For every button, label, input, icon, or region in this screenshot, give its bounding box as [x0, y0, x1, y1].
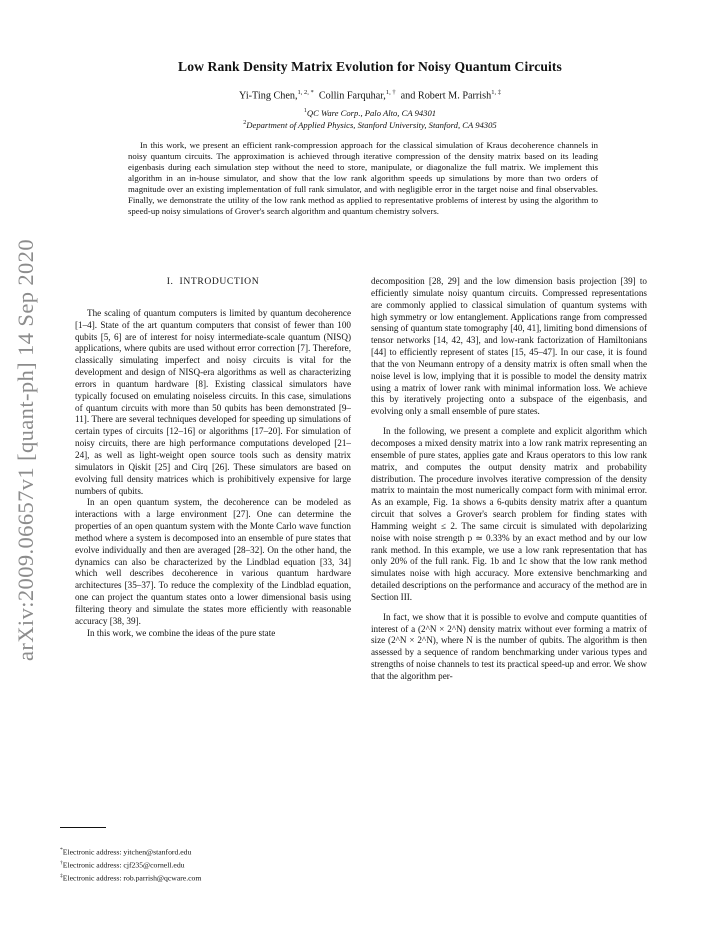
affiliation-text: QC Ware Corp., Palo Alto, CA 94301 [306, 108, 437, 118]
affiliation-mark: 1 [303, 108, 307, 115]
footnote-text: Electronic address: cjf235@cornell.edu [62, 860, 185, 870]
footnote-mark: † [60, 859, 63, 866]
body-paragraph: decomposition [28, 29] and the low dimension basis projection [39] to efficiently simulate noisy quantum circuits. Compressed representations are commonly applied to classical simulation of quantum systems with high symmetry or low entanglement. Applications range from compressed sensing of quantum state tomography [40, 41], limiting bond dimensions of tensor networks [14, 42, 43], and low-rank factorization of Hamiltonians [44] to efficiently represent of states [15, 45–47]. In our case, it is found that the von Neumann entropy of a density matrix is often small when the noise level is low, implying that it is possible to model the density matrix using a matrix of lower rank with minimal information loss. We achieve this by iteratively projecting onto a subspace of the eigenbasis, and evolving only a small ensemble of pure states. [371, 276, 647, 417]
body-paragraph: In an open quantum system, the decoherence can be modeled as interactions with a large environment [27]. One can determine the properties of an open quantum system with the Monte Carlo wave function method where a system is decomposed into an ensemble of pure states that evolve individually and then are averaged [28–32]. On the other hand, the dynamics can also be characterized by the Lindblad equation [33, 34] which well describes decoherence in various quantum hardware architectures [35–37]. To reduce the complexity of the Lindblad equation, one can project the quantum states onto a lower dimensional basis using filtering theory and simulate the states more efficiently with reasonable accuracy [38, 39]. [75, 497, 351, 626]
footnote-text: Electronic address: rob.parrish@qcware.com [62, 873, 202, 883]
affiliation-mark: 2 [243, 120, 247, 127]
footnote-mark: ‡ [60, 872, 63, 879]
left-column [75, 276, 351, 639]
author-marks: 1, ‡ [491, 89, 501, 96]
author-name: Collin Farquhar, [318, 90, 386, 102]
affiliation-1 [60, 108, 680, 118]
right-column [371, 276, 647, 683]
footnotes [60, 845, 340, 883]
body-paragraph: The scaling of quantum computers is limited by quantum decoherence [1–4]. State of the art quantum computers that consist of fewer than 100 qubits [5, 6] are of interest for noisy intermediate-scale quantum (NISQ) applications, where qubits are used without error correction [7]. Therefore, classically simulating imperfect and noisy circuits is vital for the development and design of NISQ-era algorithms as well as characterizing errors in quantum hardware [8]. Existing classical simulators have typically focused on emulating noiseless circuits. In this case, simulations of quantum circuits with more than 50 qubits has been demonstrated [9–11]. There are several techniques developed for speeding up simulations of certain types of circuits [12–16] or algorithms [17–20]. For simulation of noisy circuits, there are high performance computations developed [21–24], as well as light-weight open source tools such as density matrix simulators in Qiskit [25] and Cirq [26]. These simulators are based on evolving full density matrices which is prohibitively expensive for large numbers of qubits. [75, 307, 351, 496]
footnote [60, 845, 340, 858]
section-title: INTRODUCTION [179, 276, 260, 287]
affiliation-text: Department of Applied Physics, Stanford University, Stanford, CA 94305 [246, 120, 497, 130]
footnote [60, 858, 340, 871]
arxiv-identifier-stamp [6, 240, 46, 660]
body-paragraph: In fact, we show that it is possible to evolve and compute quantities of interest of a (2^N × 2^N) density matrix without ever forming a matrix of size (2^N × 2^N), where N is the number of qubits. The algorithm is then assessed by a sequence of random benchmarking under various types and strengths of noise channels to test its practical speed-up and error. We show that the algorithm per- [371, 611, 647, 681]
footnote [60, 871, 340, 884]
footnote-text: Electronic address: yitchen@stanford.edu [62, 847, 192, 857]
arxiv-identifier-text: arXiv:2009.06657v1 [quant-ph] 14 Sep 2020 [13, 239, 39, 661]
author-list [60, 89, 680, 101]
author-marks: 1, † [385, 89, 396, 96]
body-paragraph: In the following, we present a complete and explicit algorithm which decomposes a mixed density matrix into a low rank matrix representing an ensemble of pure states, applies gate and Kraus operators to this low rank matrix, and computes the output density matrix and probability distribution. The procedure involves iterative compression of the density matrix to maintain the most numerically compact form with minimal error. As an example, Fig. 1a shows a 6-qubits density matrix after a quantum circuit that solves a Grover's search problem for finding states with Hamming weight ≤ 2. The same circuit is simulated with depolarizing noise with noise strength p ≃ 0.33% by an exact method and by our low rank method. In this example, we use a low rank representation that has only 20% of the full rank. Fig. 1b and 1c show that the low rank method simulates noise with high accuracy. More extensive benchmarking and detailed descriptions on the performance and accuracy of the method are in Section III. [371, 426, 647, 602]
section-number: I. [166, 276, 174, 287]
author-marks: 1, 2, * [297, 89, 314, 96]
affiliation-2 [60, 120, 680, 130]
body-paragraph: In this work, we combine the ideas of the pure state [87, 627, 276, 638]
footnote-mark: * [60, 847, 63, 853]
section-heading [75, 276, 351, 288]
abstract: In this work, we present an efficient rank-compression approach for the classical simulation of Kraus decoherence channels in noisy quantum circuits. The approximation is achieved through iterative compression of the density matrix based on its leading eigenbasis during each simulation step without the need to store, manipulate, or diagonalize the full matrix. We implement this algorithm in an in-house simulator, and show that the low rank algorithm speeds up simulations by more than two orders of magnitude over an existing implementation of full rank simulator, and with negligible error in the target noise and final observables. Finally, we demonstrate the utility of the low rank method as applied to representative problems of interest by using the algorithm to speed-up noisy simulations of Grover's search algorithm and quantum chemistry solvers. [128, 140, 598, 217]
paper-title: Low Rank Density Matrix Evolution for Noisy Quantum Circuits [178, 59, 562, 74]
footnote-divider [60, 827, 106, 828]
author-name: Yi-Ting Chen, [239, 90, 298, 102]
author-name: and Robert M. Parrish [400, 90, 492, 102]
